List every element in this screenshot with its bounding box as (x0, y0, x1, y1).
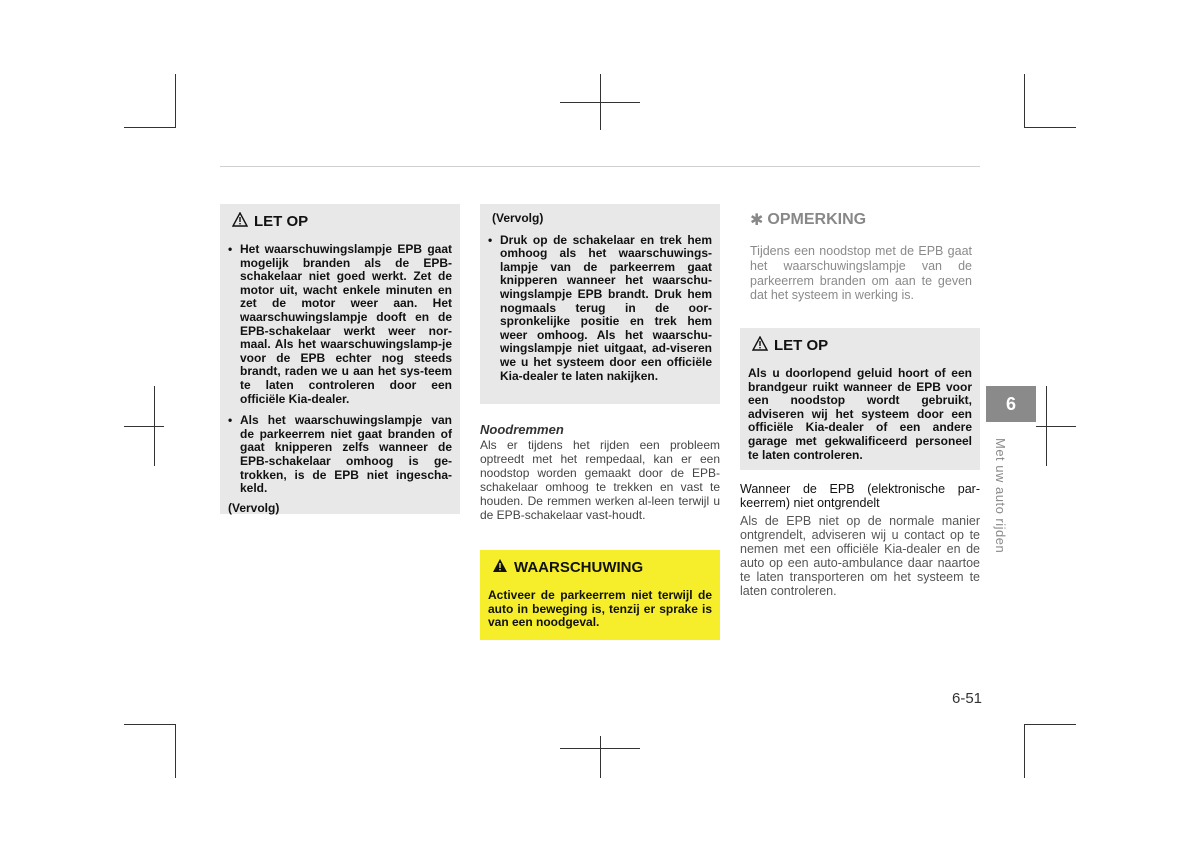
caution-box (220, 204, 460, 514)
caution-box-continued (480, 204, 720, 404)
list-item: • Het waarschuwingslampje EPB gaat mogelijk branden als de EPB-schakelaar niet goed werkt. Zet de motor uit, wacht enkele minuten en zet de motor weer aan. Het waarschuwingslampje dooft en de EPB-schakelaar werkt weer nor-maal. Als het waarschuwingslamp-je voor de EPB echter nog steeds brandt, raden we u aan het sys-teem te laten controleren door een officiële Kia-dealer. (228, 243, 452, 406)
caution-heading (752, 336, 972, 355)
caution-heading (232, 212, 452, 231)
caution-triangle-icon (752, 336, 768, 355)
continued-label: (Vervolg) (228, 500, 280, 515)
subsection-paragraph: Als de EPB niet op de normale manier ontgrendelt, adviseren wij u contact op te nemen met een officiële Kia-dealer en de auto op een auto-ambulance daar naartoe te laten transporteren om het systeem te laten controleren. (740, 514, 980, 598)
continued-label: (Vervolg) (492, 211, 544, 225)
caution-title: LET OP (254, 213, 309, 230)
note-asterisk-icon: ✱ (750, 212, 764, 229)
caution-box (740, 328, 980, 470)
caution-list (228, 243, 452, 496)
section-paragraph: Als er tijdens het rijden een probleem optreedt met het rempedaal, kan er een noodstop worden gemaakt door de EPB-schakelaar omhoog te trekken en vast te houden. De remmen werken al-leen terwijl u de EPB-schakelaar vast-houdt. (480, 438, 720, 522)
page-number: 6-51 (952, 690, 983, 707)
note-title: OPMERKING (767, 211, 867, 228)
warning-heading (492, 558, 712, 577)
chapter-label: Met uw auto rijden (993, 438, 1008, 554)
header-rule (220, 166, 980, 167)
note-heading (750, 210, 972, 230)
subsection-heading: Wanneer de EPB (elektronische par-keerrem) niet ontgrendelt (740, 482, 980, 510)
warning-triangle-icon (492, 558, 508, 577)
chapter-tab: 6 (986, 386, 1036, 422)
caution-text: Als u doorlopend geluid hoort of een brandgeur ruikt wanneer de EPB voor een noodstop wordt gebruikt, adviseren wij het systeem door een officiële Kia-dealer of een andere garage met gekwalificeerd personeel te laten controleren. (748, 366, 972, 462)
note-block (750, 210, 972, 303)
caution-triangle-icon (232, 212, 248, 231)
caution-title: LET OP (774, 337, 829, 354)
warning-title: WAARSCHUWING (514, 559, 644, 576)
caution-list (488, 234, 712, 384)
list-item: • Als het waarschuwingslampje van de parkeerrem niet gaat branden of gaat knipperen zelfs wanneer de EPB-schakelaar omhoog is ge-trokken, is de EPB niet ingescha-keld. (228, 414, 452, 496)
warning-text: Activeer de parkeerrem niet terwijl de auto in beweging is, tenzij er sprake is van een noodgeval. (488, 588, 712, 630)
note-text: Tijdens een noodstop met de EPB gaat het waarschuwingslampje van de parkeerrem branden om aan te geven dat het systeem in werking is. (750, 244, 972, 303)
section-title: Noodremmen (480, 422, 564, 437)
list-item: • Druk op de schakelaar en trek hem omhoog als het waarschuwings-lampje van de parkeerrem gaat knipperen wanneer het waarschu-wingslampje EPB brandt. Druk hem nogmaals terug in de oor-spronkelijke positie en trek hem weer omhoog. Als het waarschu-wingslampje niet uitgaat, ad-viseren we u het systeem door een officiële Kia-dealer te laten nakijken. (488, 234, 712, 384)
warning-box (480, 550, 720, 640)
